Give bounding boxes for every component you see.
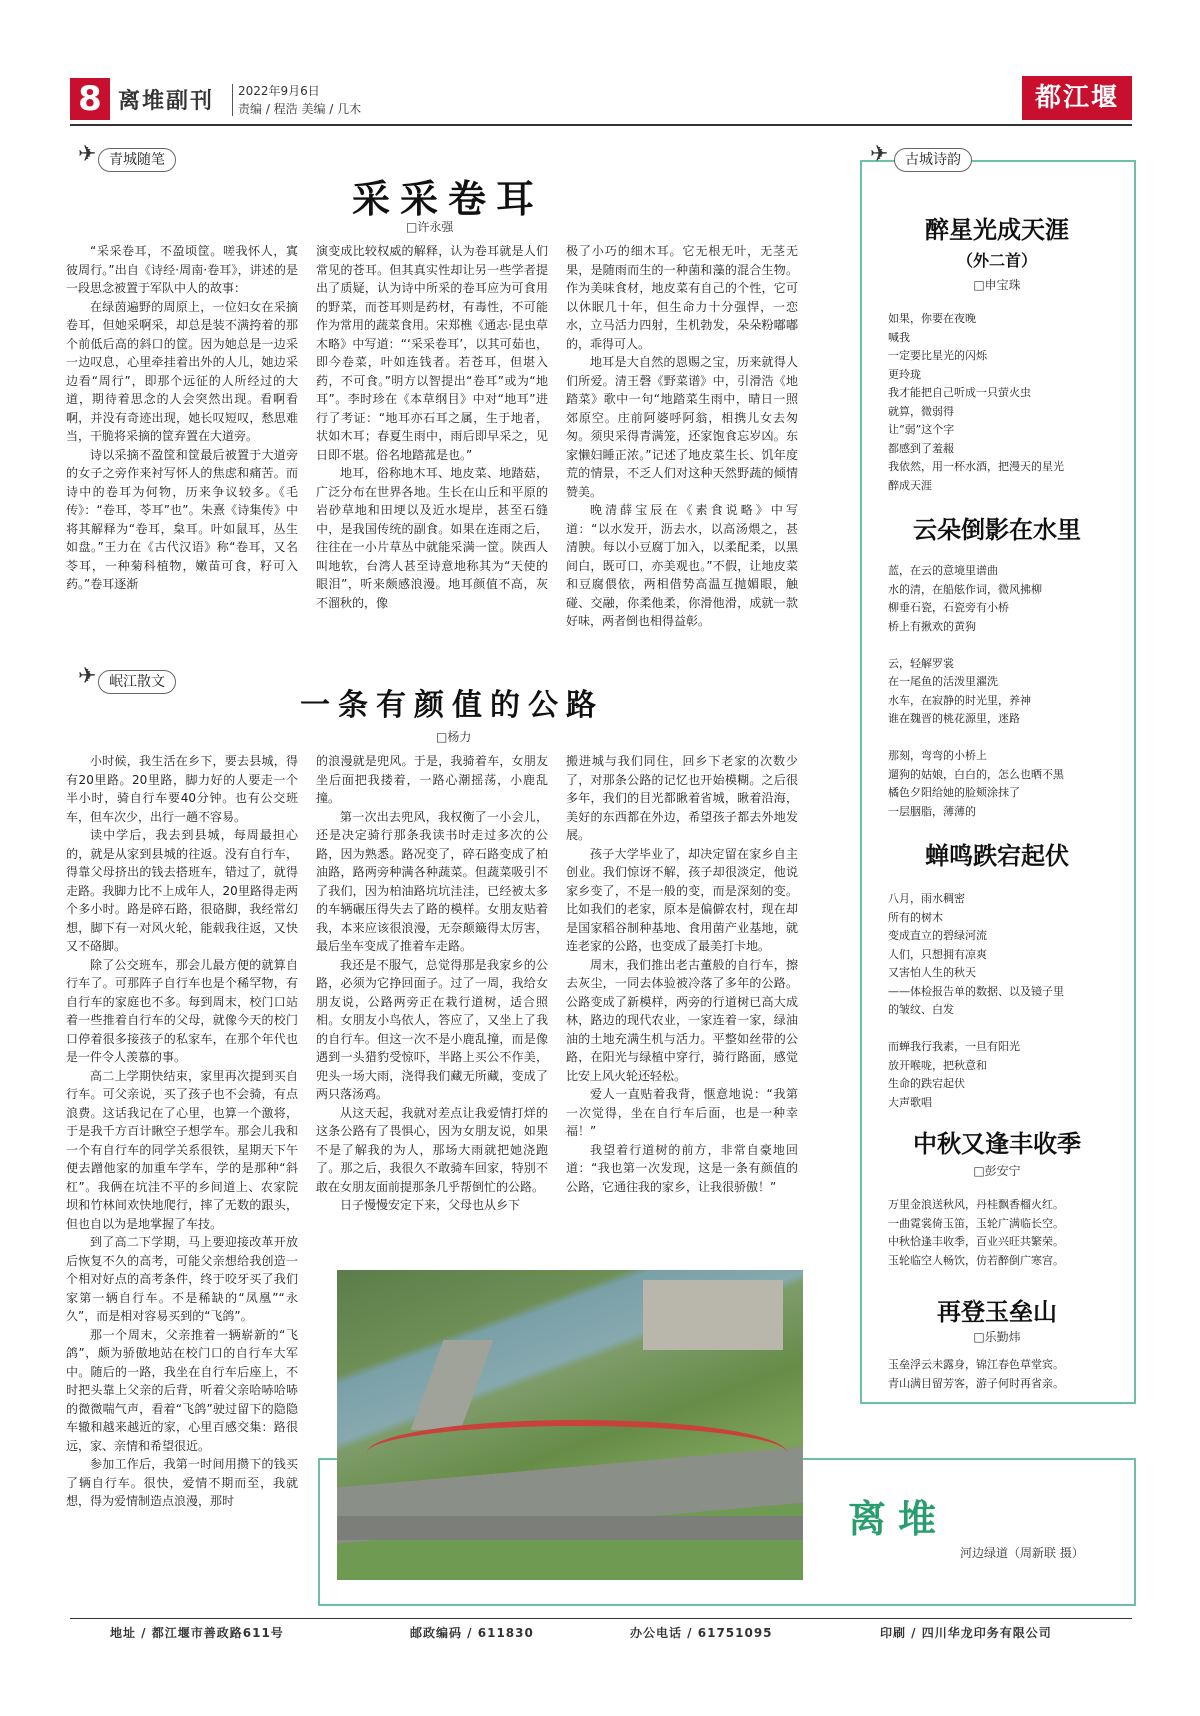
- article2-author: □杨力: [436, 730, 472, 744]
- poem-body: 如果，你要在夜晚 喊我 一定要比星光的闪烁 更玲珑 我才能把自己听成一只萤火虫 就算，微弱得 让“弱”这个字 都感到了羞赧 我依然，用一杯水酒，把漫天的星光 醉成天涯: [888, 312, 1064, 492]
- poem-title: 醉星光成天涯: [925, 216, 1069, 244]
- paragraph: 晚清薛宝辰在《素食说略》中写道：“以水发开，沥去水，以高汤煨之，甚清腴。每以小豆腐丁加入，以柔配柔，以黑间白，既可口，亦美观也。”不假，让地皮菜和豆腐偎依，两相借势高温互抛媚眼，触碰、交融，你柔他柔，你滑他滑，成就一款好味，两者倒也相得益彰。: [566, 503, 798, 628]
- photo-buildings: [643, 1280, 783, 1350]
- paragraph: 地耳是大自然的恩赐之宝，历来就得人们所爱。清王磬《野菜谱》中，引滑浩《地踏菜》歌中一句“地踏菜生雨中，晴日一照郊原空。庄前阿婆呼阿翁，相携儿女去匆匆。须臾采得青满笼，还家饱食忘岁凶。东家懒妇睡正浓。”记述了地皮菜生长、饥年度荒的情景，不乏人们对这种天然野蔬的倾情赞美。: [566, 355, 798, 499]
- paragraph: 我还是不服气，总觉得那是我家乡的公路，必须为它挣回面子。过了一周，我给女朋友说，公路两旁正在栽行道树，适合照相。女朋友小鸟依人，答应了，又坐上了我的自行车。但这一次不是小鹿乱撞，而是像遇到一头猎豹受惊吓，半路上买公不作美，兜头一场大雨，浇得我们藏无所藏，变成了两只落汤鸡。: [316, 957, 548, 1101]
- poem-author: □彭安宁: [973, 1164, 1021, 1178]
- paragraph: 爱人一直贴着我背，惬意地说：“我第一次觉得，坐在自行车后面，也是一种幸福！”: [566, 1087, 798, 1138]
- poem-subtitle: （外二首）: [956, 251, 1037, 270]
- section-tag-gucheng: 古城诗韵: [894, 148, 972, 172]
- photo-column-title: 离堆: [848, 1497, 949, 1541]
- paragraph: 搬进城与我们同住，回乡下老家的次数少了，对那条公路的记忆也开始模糊。之后很多年，我们的目光都瞅着省城，瞅着沿海，美好的东西都在外边，希望孩子都去外地发展。: [566, 754, 798, 842]
- section-tag-minjiang: 岷江散文: [98, 670, 176, 694]
- poem-title: 中秋又逢丰收季: [913, 1130, 1081, 1158]
- paragraph: 在绿茵遍野的周原上，一位妇女在采摘卷耳，但她采啊采，却总是装不满挎着的那个前低后高的斜口的筐。因为她总是一边采一边叹息，心里牵挂着出外的人儿，她边采边看“周行”，即那个远征的人所经过的大道，期待着思念的人会突然出现。看啊看啊，并没有奇迹出现，她长叹短叹，愁思难当，干脆将采摘的筐弃置在大道旁。: [66, 299, 298, 443]
- swallow-icon: ✈: [78, 142, 97, 167]
- riverside-greenway-photo: [337, 1270, 803, 1580]
- article1-column-1: [66, 242, 298, 652]
- poem-title: 再登玉垒山: [937, 1298, 1057, 1326]
- article1-column-2: [316, 242, 548, 652]
- article2-title: 一条有颜值的公路: [300, 688, 604, 723]
- paragraph: 小时候，我生活在乡下，要去县城，得有20里路。20里路，脚力好的人要走一个半小时，骑自行车要40分钟。也有公交班车，但车次少，出行一趟不容易。: [66, 754, 298, 824]
- paragraph: 演变成比较权威的解释，认为卷耳就是人们常见的苍耳。但其真实性却让另一些学者提出了质疑，认为诗中所采的卷耳应为可食用的野菜，而苍耳则是药材，有毒性，不可能作为常用的蔬菜食用。宋郑樵《通志·昆虫草木略》中写道：“‘采采卷耳’，以其可茹也，即今卷菜，叶如连钱者。若苍耳，但堪入药，不可食。”明方以智提出“卷耳”或为“地耳”。李时珍在《本草纲目》中对“地耳”进行了考证：“地耳亦石耳之属，生于地者，状如木耳；春夏生雨中，雨后即早采之，见日即不堪。俗名地踏菰是也。”: [316, 244, 548, 462]
- article2-column-2: [316, 752, 548, 1264]
- paragraph: 诗以采摘不盈筐和筐最后被置于大道旁的女子之旁作来衬写怀人的焦虑和痛苦。而诗中的卷耳为何物，历来争议较多。《毛传》：“卷耳，苓耳”也”。朱熹《诗集传》中将其解释为“卷耳，枲耳。叶如鼠耳，丛生如盘。”王力在《古代汉语》称“卷耳，又名苓耳，一种菊科植物，嫩苗可食，籽可入药。”卷耳逐渐: [66, 447, 298, 591]
- page-number: 8: [70, 78, 110, 120]
- photo-caption: 河边绿道（周新联 摄）: [960, 1546, 1084, 1560]
- poem-body: 蓝，在云的意境里谱曲 水的清，在船舷作词，微风拂柳 柳垂石瓷，石瓷旁有小桥 桥上有揪欢的黄狗 云，轻解罗裳 在一尾鱼的活泼里濯洗 水车，在寂静的时光里，养神 谁在魏晋的桃花源里，迷路 那刻，弯弯的小桥上 遛狗的姑娘，白白的，怎么也晒不黑 橘色夕阳给她的脸颊涂抹了 一层胭脂，薄薄的: [888, 564, 1064, 818]
- footer-rule: [70, 1618, 1132, 1619]
- paragraph: 第一次出去兜风，我权衡了一小会儿，还是决定骑行那条我读书时走过多次的公路，因为熟悉。路况变了，碎石路变成了柏油路，路两旁种满各种蔬菜。但蔬菜吸引不了我们，因为柏油路坑坑洼洼，已经被太多的车辆碾压得失去了路的模样。女朋友贴着我，本来应该很浪漫，无奈颠簸得太厉害，最后坐车变成了推着车走路。: [316, 809, 548, 953]
- paragraph: 高二上学期快结束，家里再次提到买自行车。可父亲说，买了孩子也不会骑，有点浪费。这话我记在了心里，也算一个激将，于是我千方百计瞅空子想学车。那会儿我和一个有自行车的同学关系很铁，星期天下午便去蹭他家的加重车学车，学的是那种“斜杠”。我俩在坑洼不平的乡间道上、农家院坝和竹林间欢快地爬行，摔了无数的跟头，但也自以为是地掌握了车技。: [66, 1068, 298, 1231]
- poem-title: 蝉鸣跌宕起伏: [925, 842, 1069, 870]
- photo-weir: [411, 1340, 494, 1430]
- section-tag-qingcheng: 青城随笔: [98, 148, 176, 172]
- poem-author: □乐勤炜: [973, 1330, 1021, 1344]
- footer-address: 地址 / 都江堰市善政路611号: [110, 1626, 284, 1640]
- footer-postcode: 邮政编码 / 611830: [410, 1626, 534, 1640]
- paragraph: 周末，我们推出老古董般的自行车，擦去灰尘，一同去体验被冷落了多年的公路。公路变成了新模样，两旁的行道树已高大成林，路边的现代农业，一家连着一家，绿油油的土地充满生机与活力。平整如丝带的公路，在阳光与绿植中穿行，骑行路面，感觉比安上风火轮还轻松。: [566, 957, 798, 1083]
- swallow-icon: ✈: [870, 142, 889, 167]
- paragraph: 除了公交班车，那会儿最方便的就算自行车了。可那阵子自行车也是个稀罕物，有自行车的家庭也不多。每到周末，校门口站着一些推着自行车的父母，就像今天的校门口停着很多接孩子的私家车，在那个年代也是一件令人羡慕的事。: [66, 957, 298, 1064]
- poem-author: □申宝珠: [973, 278, 1021, 292]
- paragraph: 孩子大学毕业了，却决定留在家乡自主创业。我们惊讶不解，孩子却很淡定，他说家乡变了，不是一般的变，而是深刻的变。比如我们的老家，原本是偏僻农村，现在却是国家稻谷制种基地、食用菌产业基地，就连老家的公路，也变成了最美打卡地。: [566, 846, 798, 953]
- paragraph: 参加工作后，我第一时间用攒下的钱买了辆自行车。很快，爱情不期而至，我就想，得为爱情制造点浪漫，那时: [66, 1457, 298, 1508]
- poem-body: 八月，雨水稠密 所有的树木 变成直立的碧绿河流 人们，只想拥有凉爽 又害怕人生的秋天 ——体检报告单的数据、以及镜子里 的皱纹、白发 而蝉我行我素，一旦有阳光 放开喉咙，把秋意和 生命的跌宕起伏 大声歌唱: [888, 892, 1064, 1109]
- article1-author: □许永强: [406, 220, 454, 234]
- footer-phone: 办公电话 / 61751095: [630, 1626, 773, 1640]
- header-rule: [70, 124, 1132, 126]
- swallow-icon: ✈: [78, 664, 97, 689]
- paragraph: 的浪漫就是兜风。于是，我骑着车，女朋友坐后面把我搂着，一路心潮摇荡，小鹿乱撞。: [316, 754, 548, 805]
- poem-body: 万里金浪送秋风，丹桂飘香榴火红。 一曲霓裳倚玉笛，玉轮广满临长空。 中秋恰逢丰收季，百业兴旺共繁荣。 玉轮临空人畅饮，仿若醉倒广寒宫。: [888, 1198, 1064, 1267]
- paragraph: 读中学后，我去到县城，每周最担心的，就是从家到县城的往返。没有自行车，得靠父母挤出的钱去搭班车，错过了，就得走路。我脚力比不上成年人，20里路得走两个多小时。路是碎石路，很硌脚，我经常幻想，脚下有一对风火轮，能载我往返，又快又不硌脚。: [66, 828, 298, 953]
- header-divider: [232, 84, 233, 116]
- paragraph: 我望着行道树的前方，非常自豪地回道：“我也第一次发现，这是一条有颜值的公路，它通往我的家乡，让我很骄傲！”: [566, 1142, 798, 1194]
- article2-column-3: [566, 752, 798, 1264]
- page-name: 离堆副刊: [118, 89, 215, 114]
- poem-body: 玉垒浮云未露身，锦江春色草堂宾。 青山满目留芳客，游子何时再省亲。: [888, 1358, 1064, 1390]
- editors: 责编 / 程浩 美编 / 几木: [238, 102, 362, 116]
- poem-title: 云朵倒影在水里: [913, 516, 1081, 544]
- paragraph: 极了小巧的细木耳。它无根无叶，无茎无果，是随雨而生的一种菌和藻的混合生物。作为美味食材，地皮菜有自己的个性，它可以休眠几十年，但生命力十分强悍，一恋水，立马活力四射，生机勃发，朵朵粉嘟嘟的，乖得可人。: [566, 244, 798, 351]
- paragraph: 从这天起，我就对差点让我爱情打烊的这条公路有了畏惧心，因为女朋友说，如果不是了解我的为人，那场大雨就把她浇跑了。那之后，我很久不敢骑车回家，特别不敢在女朋友面前提那条几乎帮倒忙的公路。: [316, 1105, 548, 1194]
- paragraph: 那一个周末，父亲推着一辆崭新的“飞鸽”，颇为骄傲地站在校门口的自行车大军中。随后的一路，我坐在自行车后座上，不时把头靠上父亲的后背，听着父亲哈哧哈哧的微微喘气声，看着“飞鸽”驶过留下的隐隐车辙和越来越近的家，心里百感交集：路很远，家、亲情和希望很近。: [66, 1327, 298, 1453]
- paragraph: 地耳，俗称地木耳、地皮菜、地踏菇，广泛分布在世界各地。生长在山丘和平原的岩砂草地和田埂以及近水堤岸，甚至石缝中，是我国传统的副食。如果在连雨之后，往往在一小片草丛中就能采满一筐。陕西人叫地软，台湾人甚至诗意地称其为“天使的眼泪”，听来颇感浪漫。地耳颜值不高，灰不溜秋的，像: [316, 466, 548, 610]
- paragraph: 到了高二下学期，马上要迎接改革开放后恢复不久的高考，可能父亲想给我创造一个相对好点的高考条件，终于咬牙买了我们家第一辆自行车。不是稀缺的“凤凰”“永久”，而是相对容易买到的“飞鸽”。: [66, 1235, 298, 1323]
- article2-column-1: [66, 752, 298, 1616]
- article1-column-3: [566, 242, 798, 652]
- newspaper-logo: 都江堰报: [1022, 76, 1132, 120]
- paragraph: “采采卷耳，不盈顷筐。嗟我怀人，寘彼周行。”出自《诗经·周南·卷耳》，讲述的是一段思念被置于军队中人的故事：: [66, 244, 298, 295]
- article1-title: 采采卷耳: [352, 176, 545, 221]
- photo-red-path: [367, 1420, 787, 1486]
- paragraph: 日子慢慢安定下来，父母也从乡下: [340, 1198, 521, 1212]
- footer-printer: 印刷 / 四川华龙印务有限公司: [880, 1626, 1052, 1640]
- issue-date: 2022年9月6日: [238, 84, 320, 98]
- photo-road: [337, 1516, 803, 1540]
